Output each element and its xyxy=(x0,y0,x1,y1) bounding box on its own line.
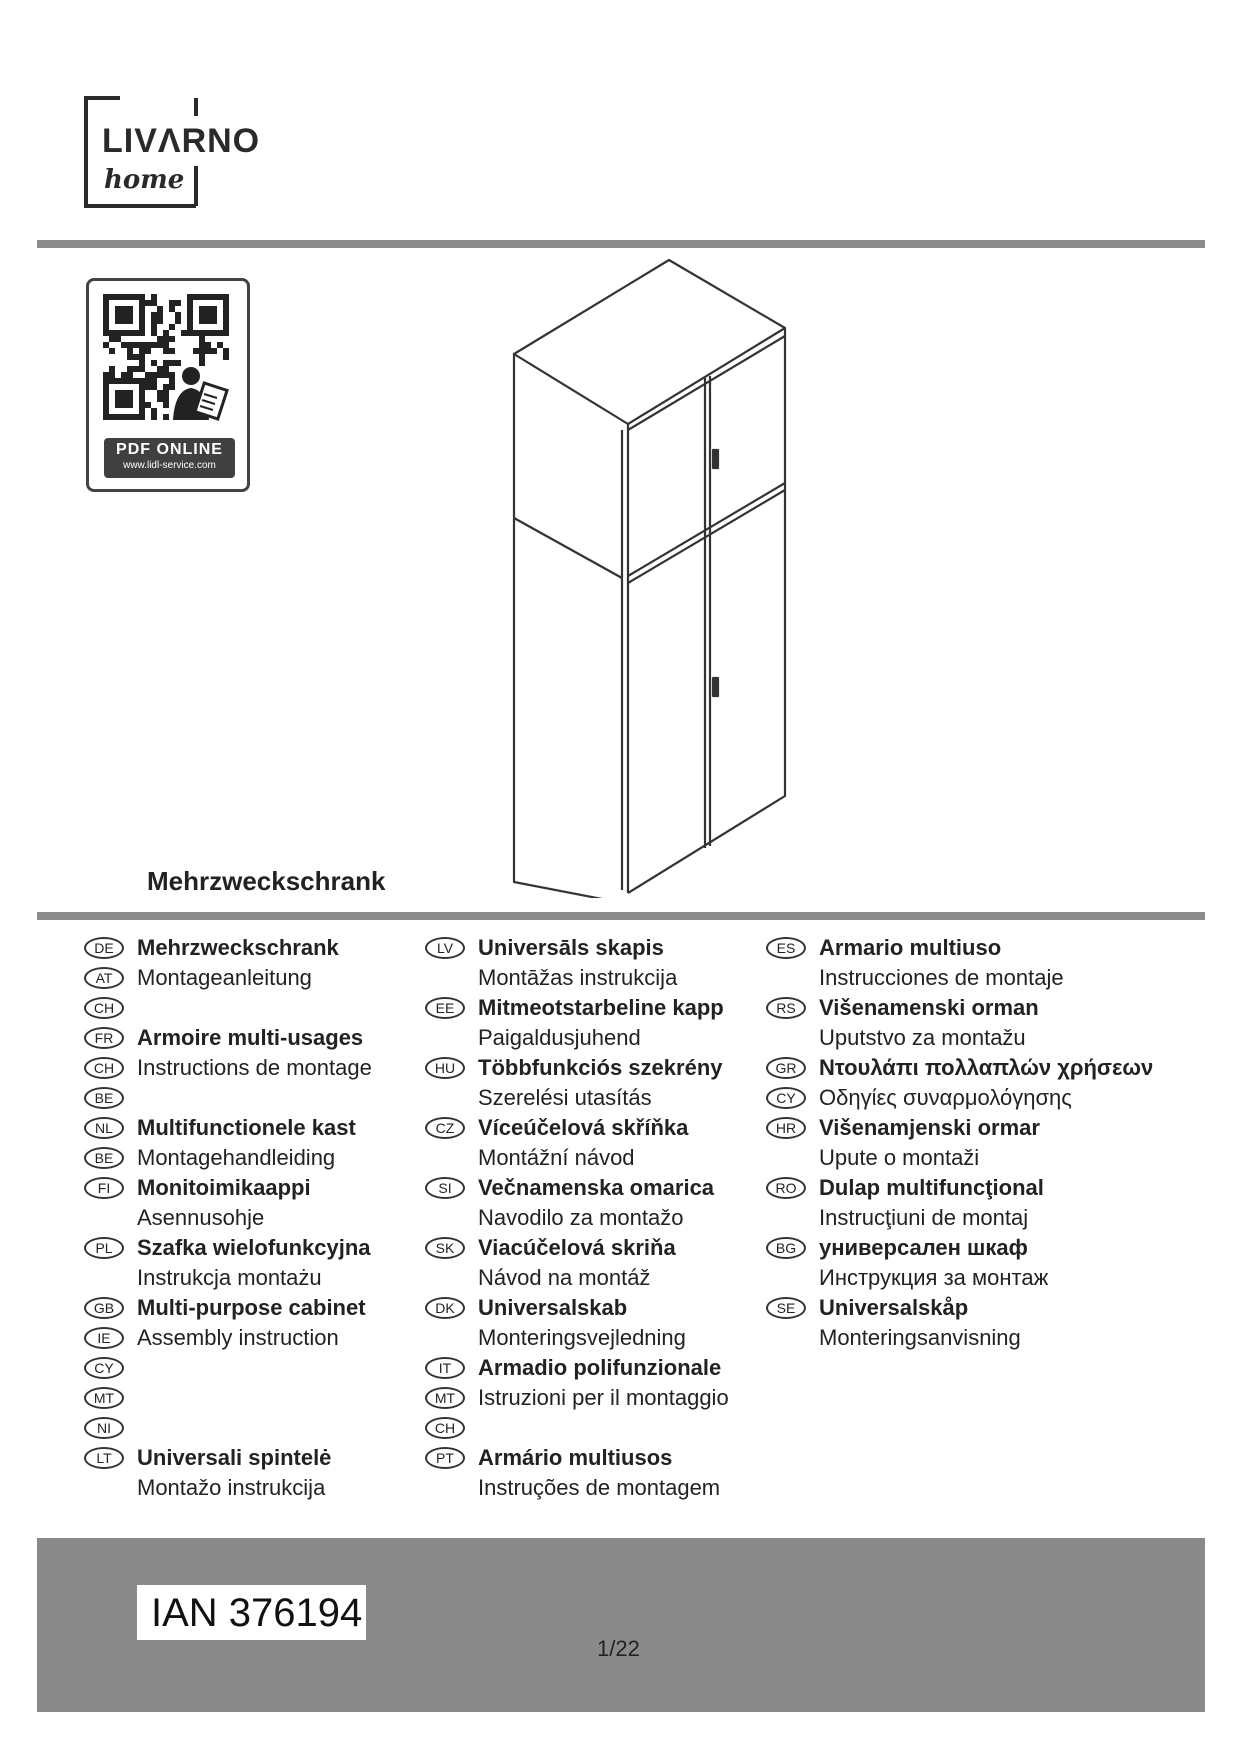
product-name-translation: Multifunctionele kast xyxy=(137,1115,356,1140)
qr-module xyxy=(163,366,169,372)
country-code-badge: NL xyxy=(84,1117,124,1139)
product-name-translation: Ντουλάπι πολλαπλών χρήσεων xyxy=(819,1055,1154,1080)
qr-module xyxy=(151,300,157,306)
qr-module xyxy=(175,318,181,324)
qr-module xyxy=(151,384,157,390)
instruction-title-translation: Assembly instruction xyxy=(137,1325,339,1350)
qr-module xyxy=(127,348,133,354)
country-code-badge: SI xyxy=(425,1177,465,1199)
country-code-badge: DE xyxy=(84,937,124,959)
qr-module xyxy=(109,372,115,378)
qr-module xyxy=(109,366,115,372)
qr-module xyxy=(169,378,175,384)
qr-module xyxy=(181,330,187,336)
qr-module xyxy=(157,342,163,348)
qr-module xyxy=(151,312,157,318)
livarno-home-logo xyxy=(84,96,304,212)
qr-module xyxy=(151,378,157,384)
instruction-title-translation: Asennusohje xyxy=(137,1205,265,1230)
qr-module xyxy=(145,348,151,354)
product-name-translation: Višenamjenski ormar xyxy=(819,1115,1040,1140)
qr-module xyxy=(163,372,169,378)
qr-module xyxy=(199,342,205,348)
qr-module xyxy=(163,360,169,366)
qr-module xyxy=(145,384,151,390)
qr-module xyxy=(151,318,157,324)
instruction-title-translation: Instruções de montagem xyxy=(478,1475,721,1500)
qr-module xyxy=(223,348,229,354)
qr-module xyxy=(169,306,175,312)
qr-module xyxy=(145,402,151,408)
country-code-badge: IT xyxy=(425,1357,465,1379)
product-name-translation: Armário multiusos xyxy=(478,1445,673,1470)
ian-number: IAN 376194 xyxy=(137,1585,366,1640)
country-code-badge: AT xyxy=(84,967,124,989)
qr-module xyxy=(139,366,145,372)
country-code-badge: EE xyxy=(425,997,465,1019)
instruction-title-translation: Upute o montaži xyxy=(819,1145,980,1170)
country-code-badge: MT xyxy=(425,1387,465,1409)
qr-module xyxy=(121,372,127,378)
qr-module xyxy=(157,366,163,372)
qr-module xyxy=(151,294,157,300)
qr-module xyxy=(211,348,217,354)
country-code-badge: FI xyxy=(84,1177,124,1199)
country-code-badge: CZ xyxy=(425,1117,465,1139)
qr-module xyxy=(115,336,121,342)
qr-module xyxy=(175,300,181,306)
product-name-translation: Večnamenska omarica xyxy=(478,1175,715,1200)
product-name-translation: Universalskab xyxy=(478,1295,628,1320)
country-code-badge: SE xyxy=(766,1297,806,1319)
country-code-badge: CY xyxy=(84,1357,124,1379)
instruction-title-translation: Инструкция за монтаж xyxy=(819,1265,1049,1290)
page-number: 1/22 xyxy=(597,1636,640,1661)
country-code-badge: PL xyxy=(84,1237,124,1259)
country-code-badge: CH xyxy=(425,1417,465,1439)
qr-module xyxy=(157,318,163,324)
country-code-badge: GR xyxy=(766,1057,806,1079)
product-name-translation: Universalskåp xyxy=(819,1295,969,1320)
qr-module xyxy=(121,342,127,348)
instruction-title-translation: Montageanleitung xyxy=(137,965,312,990)
qr-module xyxy=(157,372,163,378)
qr-module xyxy=(169,348,175,354)
product-name-translation: Universāls skapis xyxy=(478,935,664,960)
country-code-badge: HU xyxy=(425,1057,465,1079)
product-name-translation: Armadio polifunzionale xyxy=(478,1355,722,1380)
qr-module xyxy=(139,348,145,354)
product-name-translation: Mehrzweckschrank xyxy=(137,935,339,960)
instruction-title-translation: Instrucţiuni de montaj xyxy=(819,1205,1029,1230)
pdf-online-label: PDF ONLINE xyxy=(116,441,223,458)
qr-module xyxy=(205,342,211,348)
instruction-title-translation: Montāžas instrukcija xyxy=(478,965,678,990)
qr-module xyxy=(169,372,175,378)
qr-module xyxy=(199,336,205,342)
qr-module xyxy=(151,414,157,420)
product-name-translation: Szafka wielofunkcyjna xyxy=(137,1235,371,1260)
qr-module xyxy=(127,366,133,372)
product-name-translation: Monitoimikaappi xyxy=(137,1175,311,1200)
qr-module xyxy=(151,324,157,330)
country-code-badge: IE xyxy=(84,1327,124,1349)
country-code-badge: CH xyxy=(84,1057,124,1079)
instruction-title-translation: Navodilo za montažo xyxy=(478,1205,684,1230)
logo-subtitle: home xyxy=(104,165,185,195)
qr-module xyxy=(163,402,169,408)
instruction-title-translation: Οδηγίες συναρμολόγησης xyxy=(819,1085,1072,1110)
pdf-online-qr-card[interactable] xyxy=(86,278,250,492)
qr-module xyxy=(199,306,217,324)
product-name-translation: Víceúčelová skříňka xyxy=(478,1115,689,1140)
country-code-badge: PT xyxy=(425,1447,465,1469)
qr-module xyxy=(109,348,115,354)
qr-module xyxy=(151,372,157,378)
instruction-title-translation: Instructions de montage xyxy=(137,1055,372,1080)
qr-module xyxy=(103,342,109,348)
country-code-badge: DK xyxy=(425,1297,465,1319)
instruction-title-translation: Návod na montáž xyxy=(478,1265,651,1290)
instruction-title-translation: Monteringsvejledning xyxy=(478,1325,686,1350)
product-name-translation: Mitmeotstarbeline kapp xyxy=(478,995,724,1020)
country-code-badge: BE xyxy=(84,1147,124,1169)
product-name-translation: Višenamenski orman xyxy=(819,995,1039,1020)
qr-module xyxy=(151,360,157,366)
qr-module xyxy=(127,342,133,348)
qr-module xyxy=(157,312,163,318)
product-name-translation: Armario multiuso xyxy=(819,935,1002,960)
reader-pictogram xyxy=(173,367,227,420)
qr-module xyxy=(157,396,163,402)
qr-module xyxy=(139,342,145,348)
qr-module xyxy=(217,342,223,348)
product-title: Mehrzweckschrank xyxy=(147,866,386,896)
qr-module xyxy=(133,354,139,360)
instruction-title-translation: Uputstvo za montažu xyxy=(819,1025,1026,1050)
cabinet-illustration xyxy=(500,258,790,898)
qr-module xyxy=(175,360,181,366)
qr-module xyxy=(169,384,175,390)
country-code-badge: GB xyxy=(84,1297,124,1319)
product-name-translation: Viacúčelová skriňa xyxy=(478,1235,676,1260)
qr-module xyxy=(109,336,115,342)
qr-module xyxy=(157,336,163,342)
qr-module xyxy=(145,342,151,348)
country-code-badge: ES xyxy=(766,937,806,959)
qr-code-icon xyxy=(103,294,235,432)
footer-band xyxy=(37,1538,1205,1712)
country-code-badge: FR xyxy=(84,1027,124,1049)
product-name-translation: Armoire multi-usages xyxy=(137,1025,364,1050)
qr-module xyxy=(193,348,199,354)
qr-module xyxy=(145,378,151,384)
qr-module xyxy=(163,342,169,348)
qr-module xyxy=(139,360,145,366)
qr-module xyxy=(205,348,211,354)
country-code-badge: NI xyxy=(84,1417,124,1439)
qr-module xyxy=(127,354,133,360)
qr-module xyxy=(103,372,109,378)
qr-module xyxy=(175,312,181,318)
qr-module xyxy=(163,348,169,354)
qr-module xyxy=(115,390,133,408)
qr-module xyxy=(145,372,151,378)
product-name-translation: Dulap multifuncţional xyxy=(819,1175,1044,1200)
qr-module xyxy=(145,300,151,306)
qr-module xyxy=(163,336,169,342)
qr-module xyxy=(127,372,133,378)
qr-module xyxy=(151,408,157,414)
qr-module xyxy=(169,360,175,366)
qr-module xyxy=(163,330,169,336)
qr-module xyxy=(223,354,229,360)
instruction-title-translation: Szerelési utasítás xyxy=(478,1085,652,1110)
instruction-title-translation: Instrucciones de montaje xyxy=(819,965,1064,990)
top-divider xyxy=(37,240,1205,248)
qr-module xyxy=(169,336,175,342)
country-code-badge: MT xyxy=(84,1387,124,1409)
pdf-online-badge xyxy=(104,438,235,478)
pdf-online-url: www.lidl-service.com xyxy=(123,460,216,471)
product-name-translation: Multi-purpose cabinet xyxy=(137,1295,366,1320)
qr-module xyxy=(133,366,139,372)
qr-module xyxy=(115,306,133,324)
country-code-badge: LT xyxy=(84,1447,124,1469)
instruction-title-translation: Montažo instrukcija xyxy=(137,1475,326,1500)
country-code-badge: RO xyxy=(766,1177,806,1199)
qr-module xyxy=(169,324,175,330)
qr-module xyxy=(163,390,169,396)
country-code-badge: CY xyxy=(766,1087,806,1109)
qr-module xyxy=(163,396,169,402)
instruction-title-translation: Montážní návod xyxy=(478,1145,635,1170)
qr-module xyxy=(163,414,169,420)
country-code-badge: RS xyxy=(766,997,806,1019)
qr-module xyxy=(157,306,163,312)
qr-module xyxy=(139,354,145,360)
logo-wordmark: LIVΛRNO xyxy=(102,122,261,160)
product-name-translation: Többfunkciós szekrény xyxy=(478,1055,723,1080)
qr-module xyxy=(151,330,157,336)
product-name-translation: Universali spintelė xyxy=(137,1445,332,1470)
instruction-title-translation: Montagehandleiding xyxy=(137,1145,336,1170)
country-code-badge: BE xyxy=(84,1087,124,1109)
qr-module xyxy=(199,360,205,366)
country-code-badge: HR xyxy=(766,1117,806,1139)
instruction-title-translation: Instrukcja montażu xyxy=(137,1265,322,1290)
instruction-title-translation: Paigaldusjuhend xyxy=(478,1025,641,1050)
instruction-title-translation: Istruzioni per il montaggio xyxy=(478,1385,729,1410)
country-code-badge: SK xyxy=(425,1237,465,1259)
qr-module xyxy=(133,342,139,348)
qr-module xyxy=(151,342,157,348)
instruction-title-translation: Monteringsanvisning xyxy=(819,1325,1021,1350)
country-code-badge: CH xyxy=(84,997,124,1019)
qr-module xyxy=(169,300,175,306)
qr-module xyxy=(157,390,163,396)
country-code-badge: BG xyxy=(766,1237,806,1259)
qr-module xyxy=(199,348,205,354)
middle-divider xyxy=(37,912,1205,920)
qr-module xyxy=(199,354,205,360)
product-name-translation: универсален шкаф xyxy=(819,1235,1028,1260)
qr-module xyxy=(163,384,169,390)
country-code-badge: LV xyxy=(425,937,465,959)
